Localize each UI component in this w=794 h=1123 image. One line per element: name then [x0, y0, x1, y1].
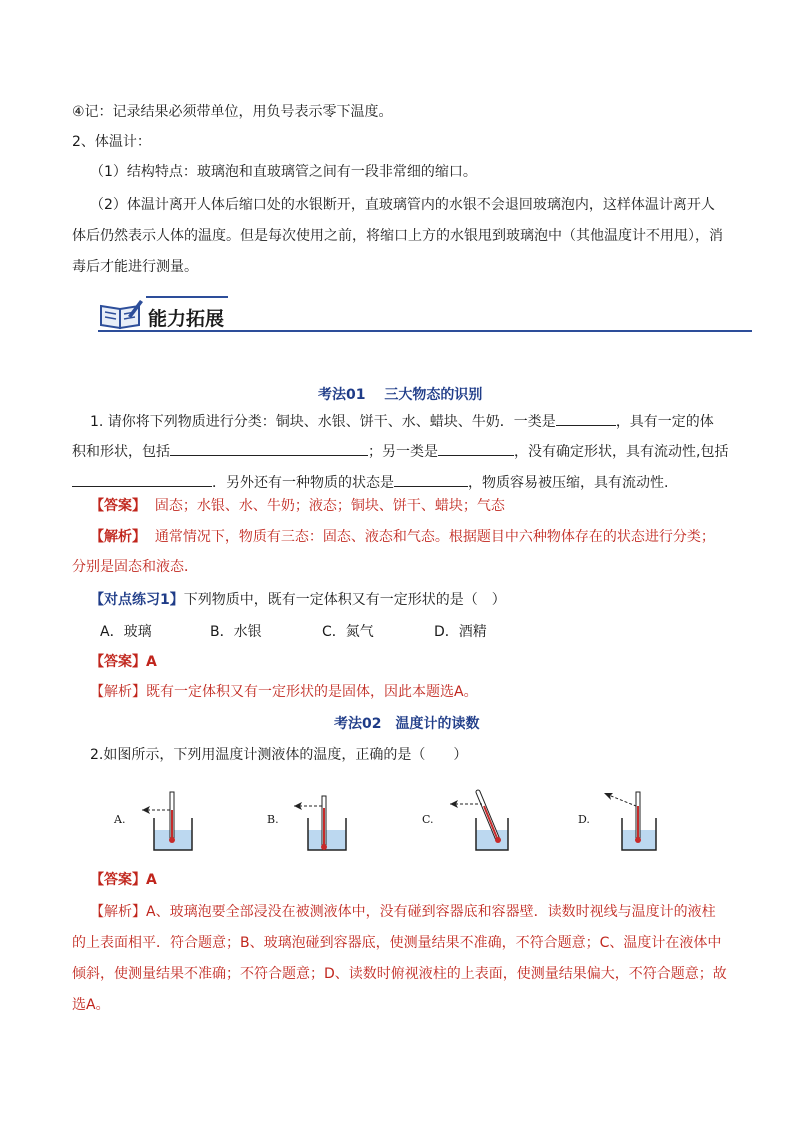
- options-row: [100, 622, 487, 642]
- figure-b: [284, 784, 354, 858]
- question-1-line-1: [90, 410, 714, 432]
- question-text: ；另一类是: [368, 444, 438, 460]
- body-thermometer-title: 2、体温计：: [72, 134, 151, 150]
- figure-c: [440, 784, 510, 858]
- figure-label: A.: [114, 813, 126, 826]
- figure-a: [134, 784, 204, 858]
- option-b: B．水银: [210, 624, 262, 640]
- figure-label: C.: [422, 813, 434, 826]
- explanation-text: 通常情况下，物质有三态：固态、液态和气态。根据题目中六种物体存在的状态进行分类；: [154, 529, 715, 545]
- answer-tag: 【答案】: [90, 498, 146, 514]
- question-text: ，物质容易被压缩，具有流动性.: [468, 475, 669, 491]
- method-heading: 考法01 三大物态的识别: [318, 387, 483, 403]
- answer-blank: [170, 440, 368, 456]
- option-c: C．氮气: [322, 624, 374, 640]
- paragraph-line: 体后仍然表示人体的温度。但是每次使用之前，将缩口上方的水银甩到玻璃泡中（其他温度计不用甩），消: [72, 228, 723, 244]
- question-text: ，没有确定形状，具有流动性,包括: [514, 444, 729, 460]
- section-top-rule: [146, 296, 228, 298]
- answer-blank: [394, 471, 468, 487]
- explanation-line: 分别是固态和液态．: [72, 559, 198, 575]
- explanation-tag: 【解析】: [90, 529, 146, 545]
- figure-label: B.: [267, 813, 279, 826]
- question-text: ．另外还有一种物质的状态是: [212, 475, 394, 491]
- question-2: 2.如图所示，下列用温度计测液体的温度，正确的是（ ）: [90, 747, 468, 763]
- practice-answer: 【答案】A: [90, 654, 157, 670]
- explanation-line: 选A。: [72, 997, 110, 1013]
- answer-blank: [438, 440, 514, 456]
- explanation-line: 的上表面相平．符合题意；B、玻璃泡碰到容器底，使测量结果不准确，不符合题意；C、温度计在液体中: [72, 935, 722, 951]
- answer-blank: [72, 471, 212, 487]
- practice-explanation: 【解析】既有一定体积又有一定形状的是固体，因此本题选A。: [90, 684, 478, 700]
- paragraph-line: 毒后才能进行测量。: [72, 259, 198, 275]
- question-text: ，具有一定的体: [615, 414, 714, 430]
- question-1-line-3: [72, 471, 668, 493]
- structure-feature: （1）结构特点：玻璃泡和直玻璃管之间有一段非常细的缩口。: [90, 164, 477, 180]
- figure-d: [596, 784, 666, 858]
- answer-text: 固态；水银、水、牛奶；液态；铜块、饼干、蜡块；气态: [154, 498, 505, 514]
- paragraph-line: （2）体温计离开人体后缩口处的水银断开，直玻璃管内的水银不会退回玻璃泡内，这样体温计离开人: [90, 197, 715, 213]
- figure-label: D.: [578, 813, 590, 826]
- option-d: D．酒精: [434, 624, 487, 640]
- book-pen-icon: [98, 298, 144, 334]
- answer-line: 【答案】A: [90, 872, 157, 888]
- practice-tag: 【对点练习1】: [90, 592, 184, 608]
- explanation-line: [90, 527, 715, 547]
- question-1-line-2: [72, 440, 728, 462]
- explanation-line: 倾斜，使测量结果不准确；不符合题意；D、读数时俯视液柱的上表面，使测量结果偏大，不符合题意；故: [72, 966, 727, 982]
- question-text: 积和形状，包括: [72, 444, 170, 460]
- explanation-line: 【解析】A、玻璃泡要全部浸没在被测液体中，没有碰到容器底和容器壁．读数时视线与温度计的液柱: [90, 904, 716, 920]
- method-heading: 考法02 温度计的读数: [334, 716, 480, 732]
- question-text: 1. 请你将下列物质进行分类：铜块、水银、饼干、水、蜡块、牛奶．一类是: [90, 414, 556, 430]
- answer-blank: [556, 410, 616, 426]
- option-a: A．玻璃: [100, 624, 152, 640]
- section-rule: [98, 330, 752, 332]
- memo-item-4: ④记：记录结果必须带单位，用负号表示零下温度。: [72, 104, 393, 120]
- practice-question: [90, 590, 506, 610]
- practice-text: 下列物质中，既有一定体积又有一定形状的是（ ）: [183, 592, 506, 608]
- section-title: 能力拓展: [148, 308, 225, 330]
- answer-line: [90, 496, 505, 516]
